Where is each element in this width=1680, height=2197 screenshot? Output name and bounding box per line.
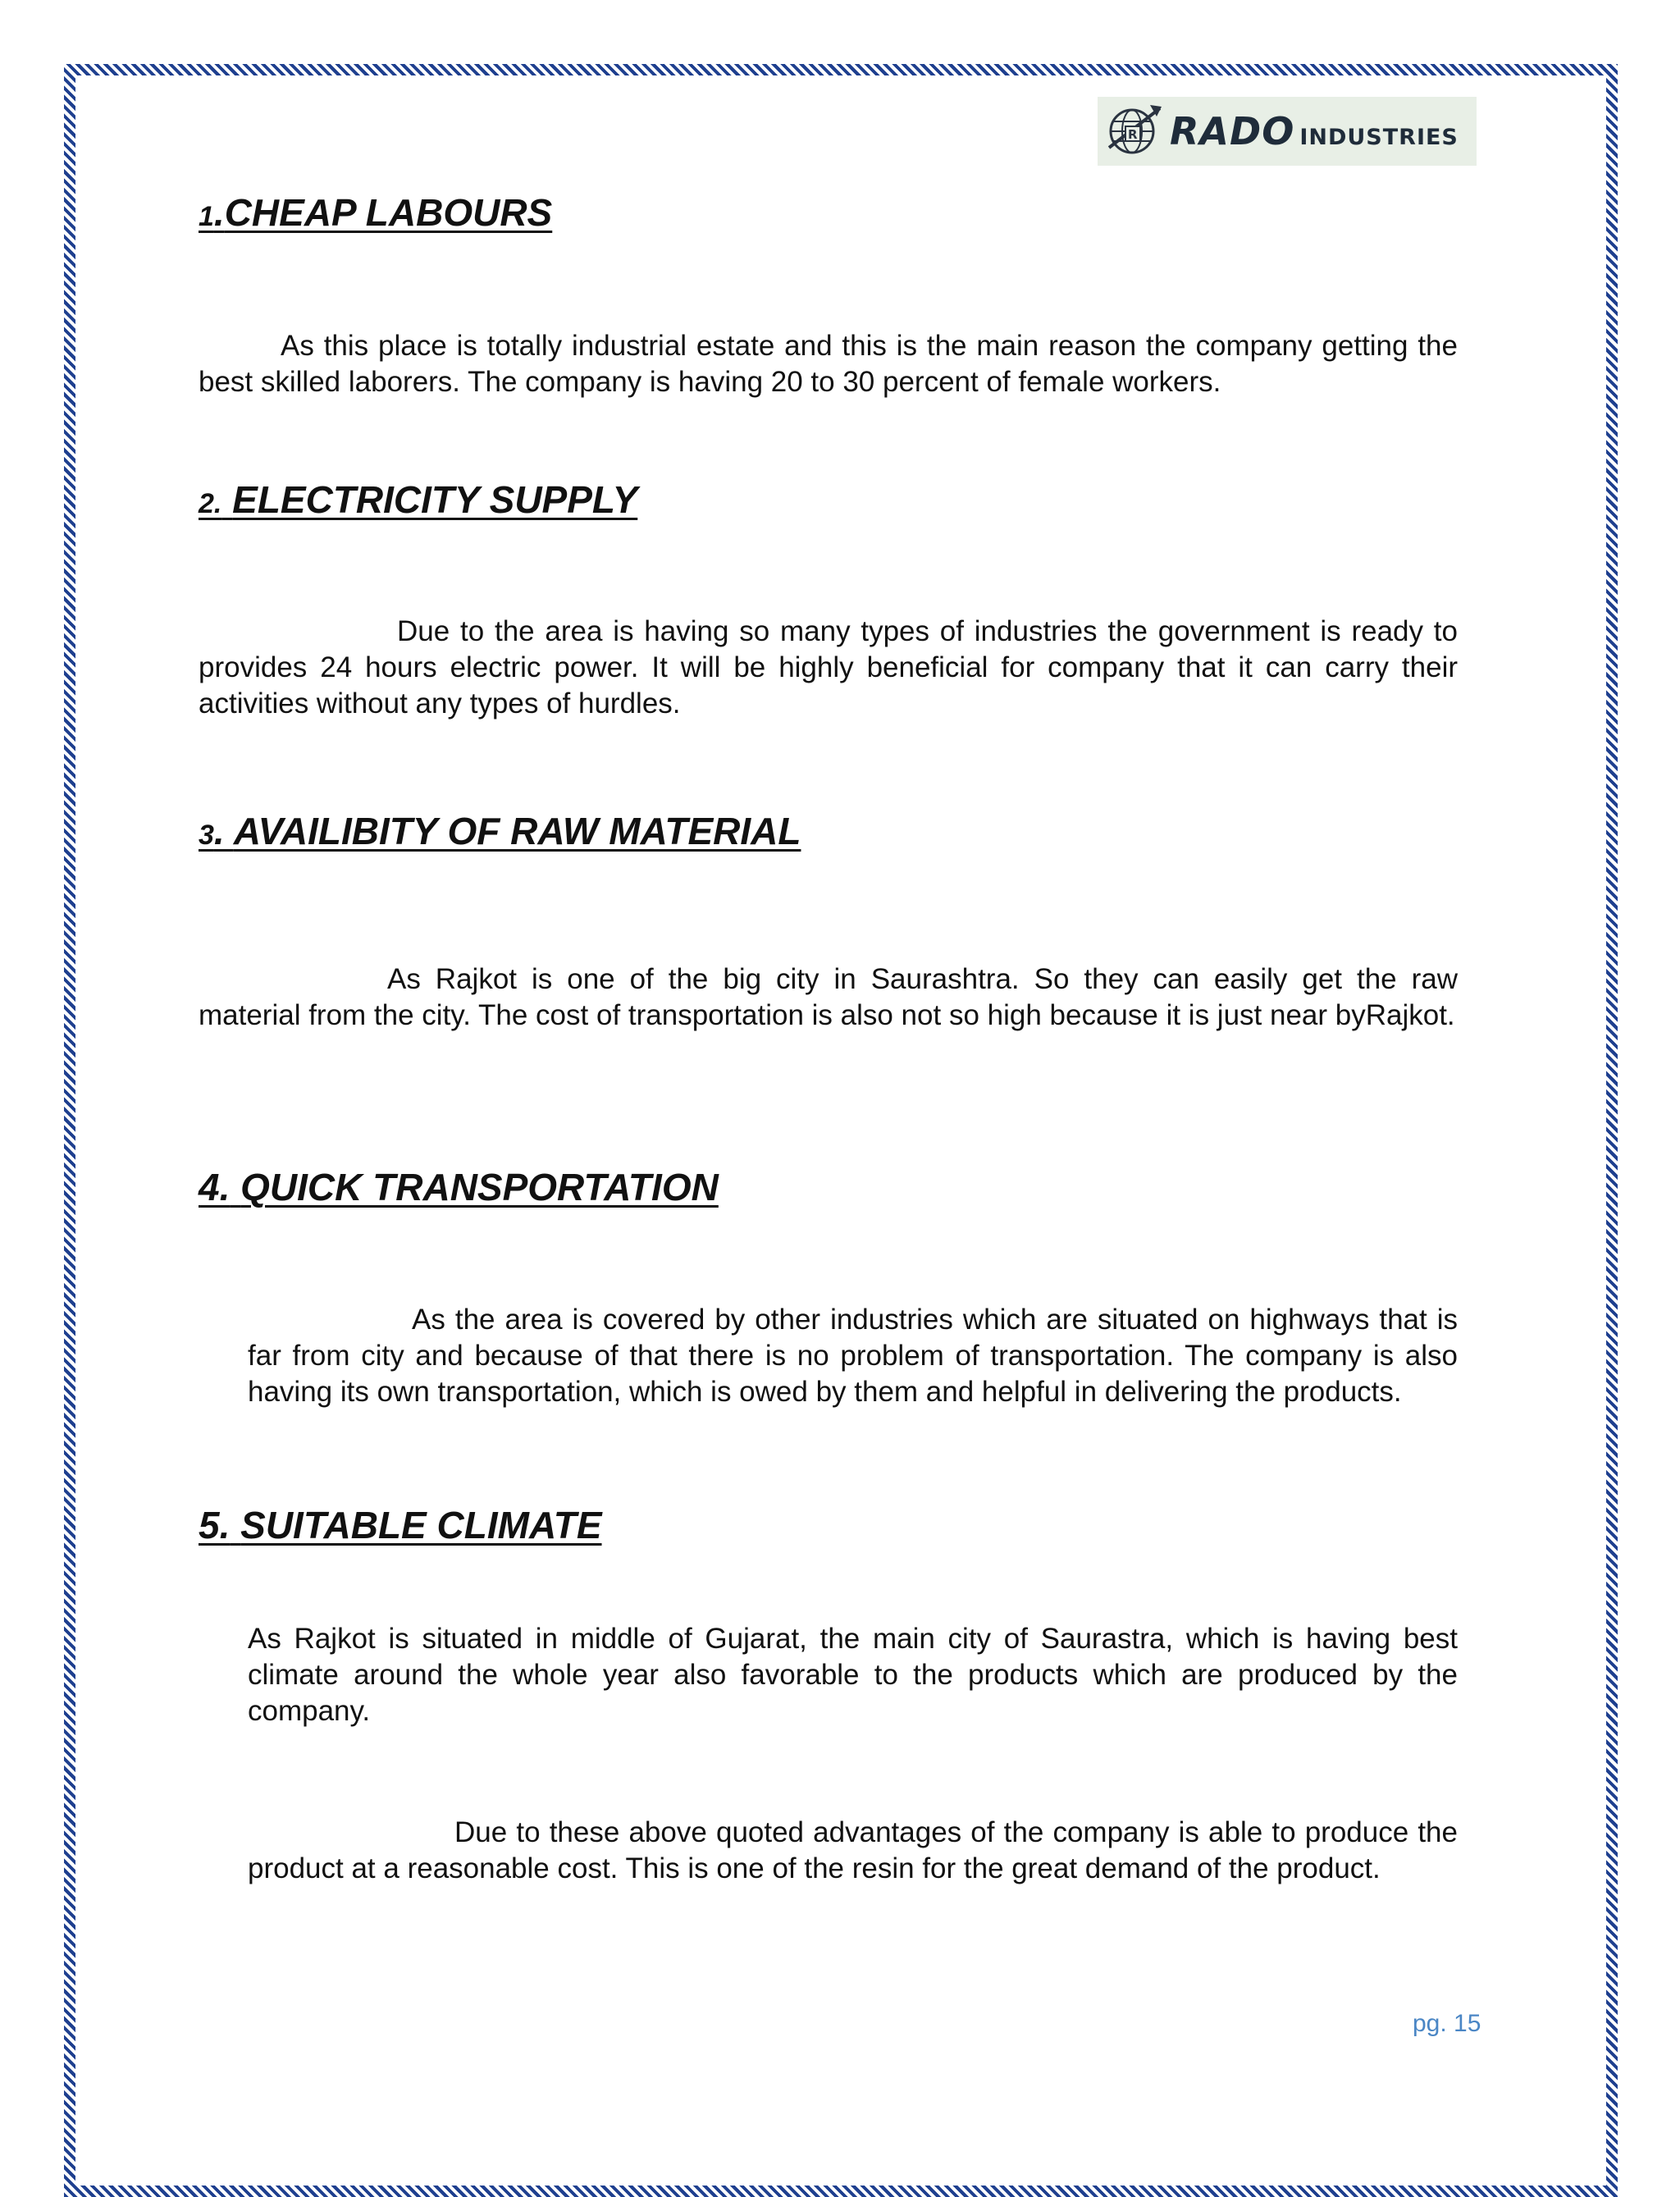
section-separator	[230, 1504, 240, 1546]
section-title: ELECTRICITY SUPPLY	[232, 478, 638, 521]
section-paragraph-5: As Rajkot is situated in middle of Gujarat, the main city of Saurastra, which is having best climate around the whole year also favorable to the products which are produced by the company.	[248, 1623, 1458, 1727]
emblem-letter: R	[1128, 127, 1138, 142]
section-number: 5.	[199, 1504, 231, 1546]
section-heading-4	[199, 1168, 719, 1206]
section-separator	[221, 478, 232, 521]
company-logo	[1098, 97, 1477, 166]
section-number: 1	[199, 201, 214, 232]
section-number: 3	[199, 820, 214, 851]
conclusion-paragraph: Due to these above quoted advantages of the company is able to produce the product at a reasonable cost. This is one of the resin for the great demand of the product.	[248, 1816, 1458, 1884]
page-number: pg. 15	[1413, 2010, 1481, 2037]
section-heading-2	[199, 478, 638, 521]
section-heading-3	[199, 812, 801, 850]
section-heading-1	[199, 191, 553, 234]
section-paragraph-3: As Rajkot is one of the big city in Saurashtra. So they can easily get the raw material from the city. The cost of transportation is also not so high because it is just near byRajkot.	[199, 963, 1458, 1031]
section-separator: .	[213, 810, 234, 852]
section-separator	[230, 1166, 240, 1208]
section-heading-5	[199, 1506, 602, 1544]
section-paragraph-1: As this place is totally industrial estate and this is the main reason the company getting the best skilled laborers. The company is having 20 to 30 percent of female workers.	[199, 330, 1458, 398]
section-number: 2.	[199, 488, 222, 519]
section-paragraph-4: As the area is covered by other industries which are situated on highways that is far from city and because of that there is no problem of transportation. The company is also having its own transportation, which is owed by them and helpful in delivering the products.	[248, 1304, 1458, 1408]
section-paragraph-2: Due to the area is having so many types of industries the government is ready to provides 24 hours electric power. It will be highly beneficial for company that it can carry their activities without any types of hurdles.	[199, 615, 1458, 719]
section-title: QUICK TRANSPORTATION	[240, 1166, 719, 1208]
section-title: AVAILIBITY OF RAW MATERIAL	[233, 810, 801, 852]
section-title: CHEAP LABOURS	[224, 191, 553, 234]
section-title: SUITABLE CLIMATE	[240, 1504, 602, 1546]
section-number: 4.	[199, 1166, 231, 1208]
logo-brand: RADO	[1170, 109, 1295, 153]
logo-suffix: INDUSTRIES	[1299, 125, 1459, 150]
globe-emblem-icon	[1102, 100, 1165, 162]
section-separator: .	[213, 191, 225, 234]
